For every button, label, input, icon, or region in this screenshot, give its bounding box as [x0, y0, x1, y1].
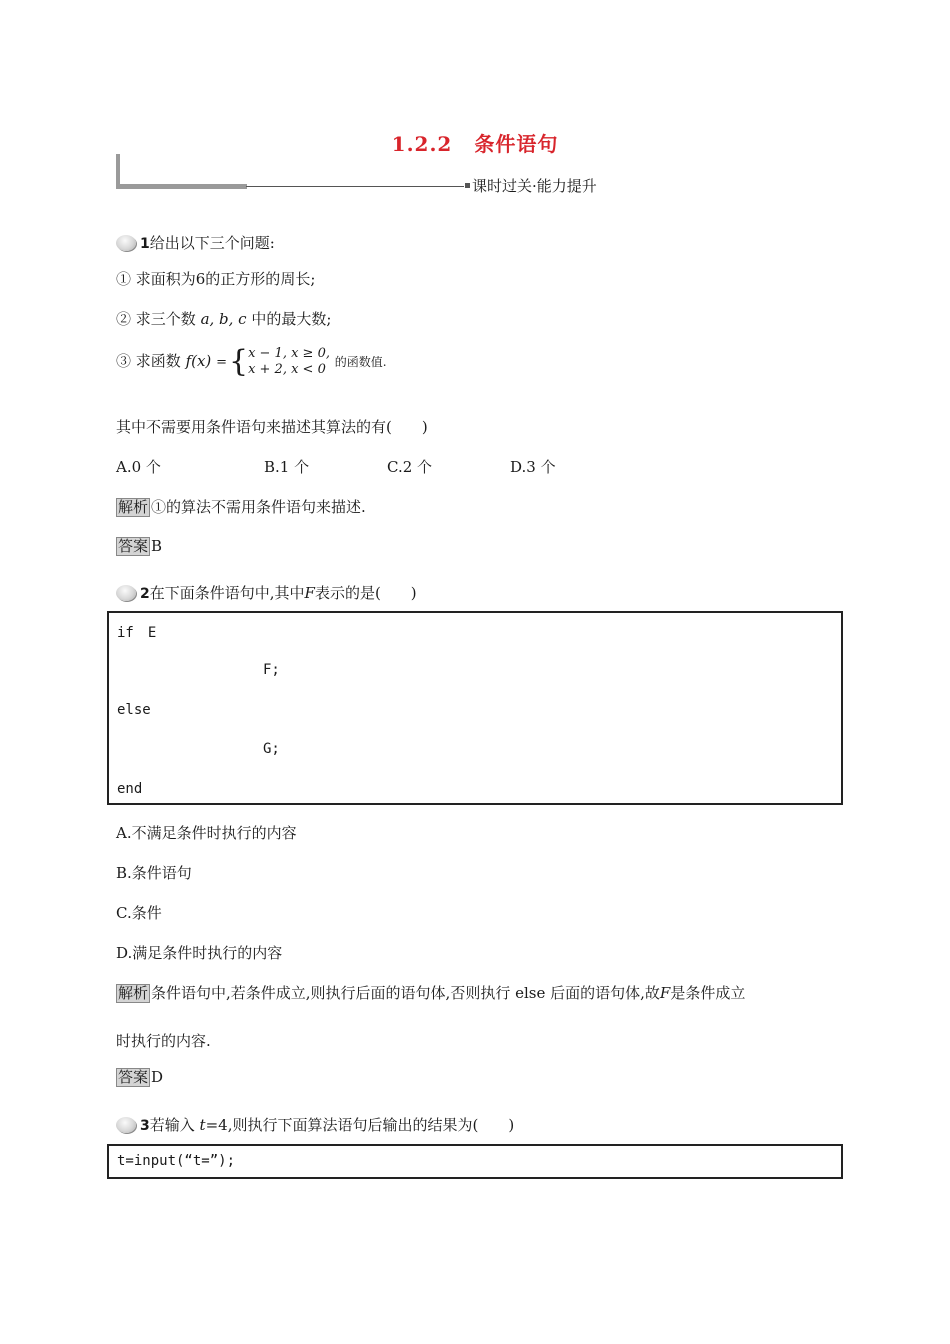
code-line: if E: [117, 625, 157, 641]
answer-label: 答案: [118, 1068, 149, 1086]
q1-stem-text: 给出以下三个问题:: [149, 234, 275, 252]
q2-analysis-suffix: 是条件成立: [670, 984, 746, 1002]
section-number: 1.2.2: [391, 132, 453, 156]
q3-stem-suffix: ,则执行下面算法语句后输出的结果为( ): [227, 1116, 515, 1134]
q2-answer-text: D: [151, 1068, 164, 1086]
code-line: t=input(“t=”);: [117, 1153, 236, 1169]
q1-answer-text: B: [151, 537, 163, 555]
q2-code-box: [107, 611, 843, 805]
q2-analysis-var: F: [659, 984, 671, 1002]
code-line: F;: [263, 662, 280, 678]
q1-item2-prefix: ② 求三个数: [116, 310, 196, 328]
q1-option-b: B.1 个: [264, 458, 310, 476]
q1-item2-vars: a, b, c: [200, 310, 247, 328]
header-square-marker: [465, 183, 470, 188]
q2-stem: [116, 582, 417, 603]
q2-analysis-prefix: 条件语句中,若条件成立,则执行后面的语句体,否则执行 else 后面的语句体,故: [151, 984, 660, 1002]
section-title: [0, 128, 950, 157]
code-line: end: [117, 781, 143, 797]
q3-stem-var: t: [199, 1116, 206, 1134]
q2-number: 2: [140, 586, 150, 602]
q1-item3-prefix: ③ 求函数: [116, 352, 181, 370]
q1-question: 其中不需要用条件语句来描述其算法的有( ): [116, 418, 428, 436]
q1-item3-func: f(x): [185, 352, 212, 370]
q2-option-a: A.不满足条件时执行的内容: [116, 824, 297, 842]
header-band-label: 课时过关·能力提升: [472, 177, 597, 195]
q1-analysis: [116, 496, 366, 517]
q2-answer: [116, 1068, 163, 1087]
question-bullet-icon: [116, 1117, 136, 1133]
piecewise-case-2: x + 2, x < 0: [248, 362, 326, 377]
q2-analysis-line2: 时执行的内容.: [116, 1032, 211, 1050]
question-bullet-icon: [116, 585, 136, 601]
piecewise-case-1: x − 1, x ≥ 0,: [248, 346, 330, 361]
q2-option-d: D.满足条件时执行的内容: [116, 944, 283, 962]
section-name: 条件语句: [474, 132, 559, 156]
analysis-label: 解析: [118, 984, 149, 1002]
q1-answer: [116, 537, 162, 556]
q3-stem-prefix: 若输入: [149, 1116, 195, 1134]
header-vertical-rule: [116, 154, 120, 188]
answer-label: 答案: [118, 537, 149, 555]
q1-analysis-text: ①的算法不需用条件语句来描述.: [151, 498, 366, 516]
q3-number: 3: [140, 1118, 150, 1134]
brace-icon: {: [228, 344, 249, 379]
q2-stem-prefix: 在下面条件语句中,其中: [149, 584, 305, 602]
q1-option-d: D.3 个: [510, 458, 556, 476]
q2-stem-var: F: [304, 584, 315, 602]
code-line: G;: [263, 741, 280, 757]
q2-analysis: [116, 982, 745, 1003]
q1-stem: [116, 232, 275, 253]
q3-stem-value: =4: [205, 1116, 228, 1134]
q1-option-a: A.0 个: [116, 458, 161, 476]
q1-item1: ① 求面积为6的正方形的周长;: [116, 270, 316, 288]
code-line: else: [117, 702, 151, 718]
q1-item3-suffix: 的函数值.: [334, 355, 387, 369]
q3-stem: [116, 1114, 514, 1135]
q2-option-c: C.条件: [116, 904, 162, 922]
q2-stem-suffix: 表示的是( ): [314, 584, 417, 602]
q2-option-b: B.条件语句: [116, 864, 192, 882]
q1-option-c: C.2 个: [387, 458, 433, 476]
piecewise-function: ={ x − 1, x ≥ 0, x + 2, x < 0: [216, 344, 330, 379]
header-thick-rule: [116, 184, 247, 189]
q3-code-box: [107, 1144, 843, 1179]
q1-item2-suffix: 中的最大数;: [251, 310, 332, 328]
q1-number: 1: [140, 236, 150, 252]
analysis-label: 解析: [118, 498, 149, 516]
q1-item3: [116, 346, 387, 378]
question-bullet-icon: [116, 235, 136, 251]
header-thin-rule: [246, 186, 464, 187]
q1-item2: [116, 308, 331, 329]
